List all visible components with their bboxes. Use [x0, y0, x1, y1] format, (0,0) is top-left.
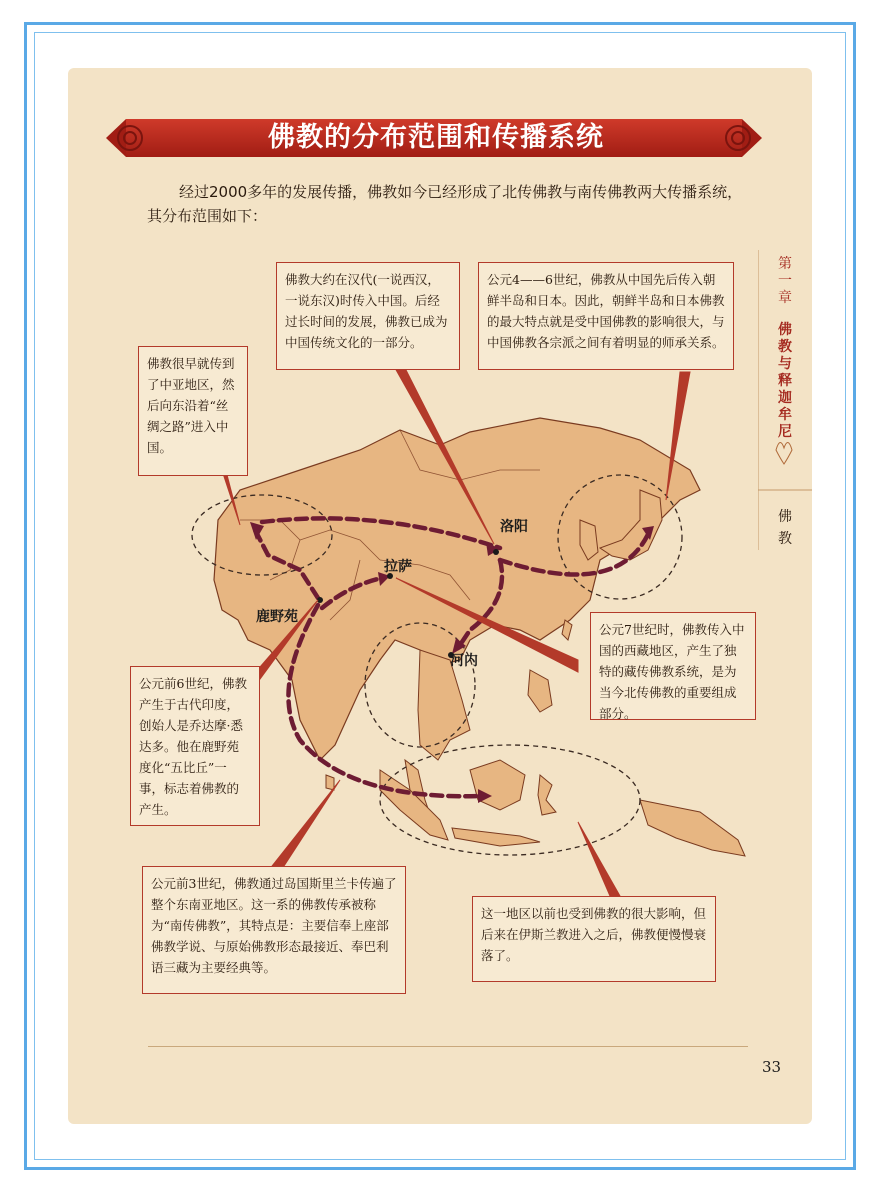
java	[452, 828, 540, 846]
callout-korea-japan: 公元4——6世纪，佛教从中国先后传入朝鲜半岛和日本。因此，朝鲜半岛和日本佛教的最大特点就是受中国佛教的影响很大，与中国佛教各宗派之间有着明显的师承关系。	[478, 262, 734, 370]
chapter-number: 第一章	[778, 256, 792, 306]
section-label: 佛教	[778, 509, 792, 547]
new-guinea	[640, 800, 745, 856]
callout-han-dynasty: 佛教大约在汉代(一说西汉，一说东汉)时传入中国。后经过长时间的发展，佛教已成为中国传统文化的一部分。	[276, 262, 460, 370]
page-title: 佛教的分布范围和传播系统	[268, 122, 604, 153]
footer-rule	[148, 1046, 748, 1047]
label-henei: 河内	[450, 653, 478, 669]
label-lasa: 拉萨	[384, 559, 412, 575]
label-luyeyuan: 鹿野苑	[256, 609, 298, 625]
chapter-title: 佛教与释迦牟尼	[778, 322, 792, 440]
philippines	[528, 670, 552, 712]
label-luoyang: 洛阳	[500, 519, 528, 535]
book-page	[68, 68, 812, 1124]
callout-tibet: 公元7世纪时，佛教传入中国的西藏地区，产生了独特的藏传佛教系统，是为当今北传佛教的重要组成部分。	[590, 612, 756, 720]
callout-indonesia: 这一地区以前也受到佛教的很大影响，但后来在伊斯兰教进入之后，佛教便慢慢衰落了。	[472, 896, 716, 982]
callout-silk-road: 佛教很早就传到了中亚地区，然后向东沿着“丝绸之路”进入中国。	[138, 346, 248, 476]
callout-india-origin: 公元前6世纪，佛教产生于古代印度，创始人是乔达摩·悉达多。他在鹿野苑度化“五比丘”一事，标志着佛教的产生。	[130, 666, 260, 826]
page-number: 33	[762, 1058, 782, 1076]
sulawesi	[538, 775, 556, 815]
sri-lanka	[326, 775, 334, 790]
intro-paragraph: 经过2000多年的发展传播，佛教如今已经形成了北传佛教与南传佛教两大传播系统，其分布范围如下：	[147, 183, 743, 225]
callout-srilanka: 公元前3世纪，佛教通过岛国斯里兰卡传遍了整个东南亚地区。这一系的佛教传承被称为“南传佛教”，其特点是：主要信奉上座部佛教学说、与原始佛教形态最接近、奉巴利语三藏为主要经典等。	[142, 866, 406, 994]
